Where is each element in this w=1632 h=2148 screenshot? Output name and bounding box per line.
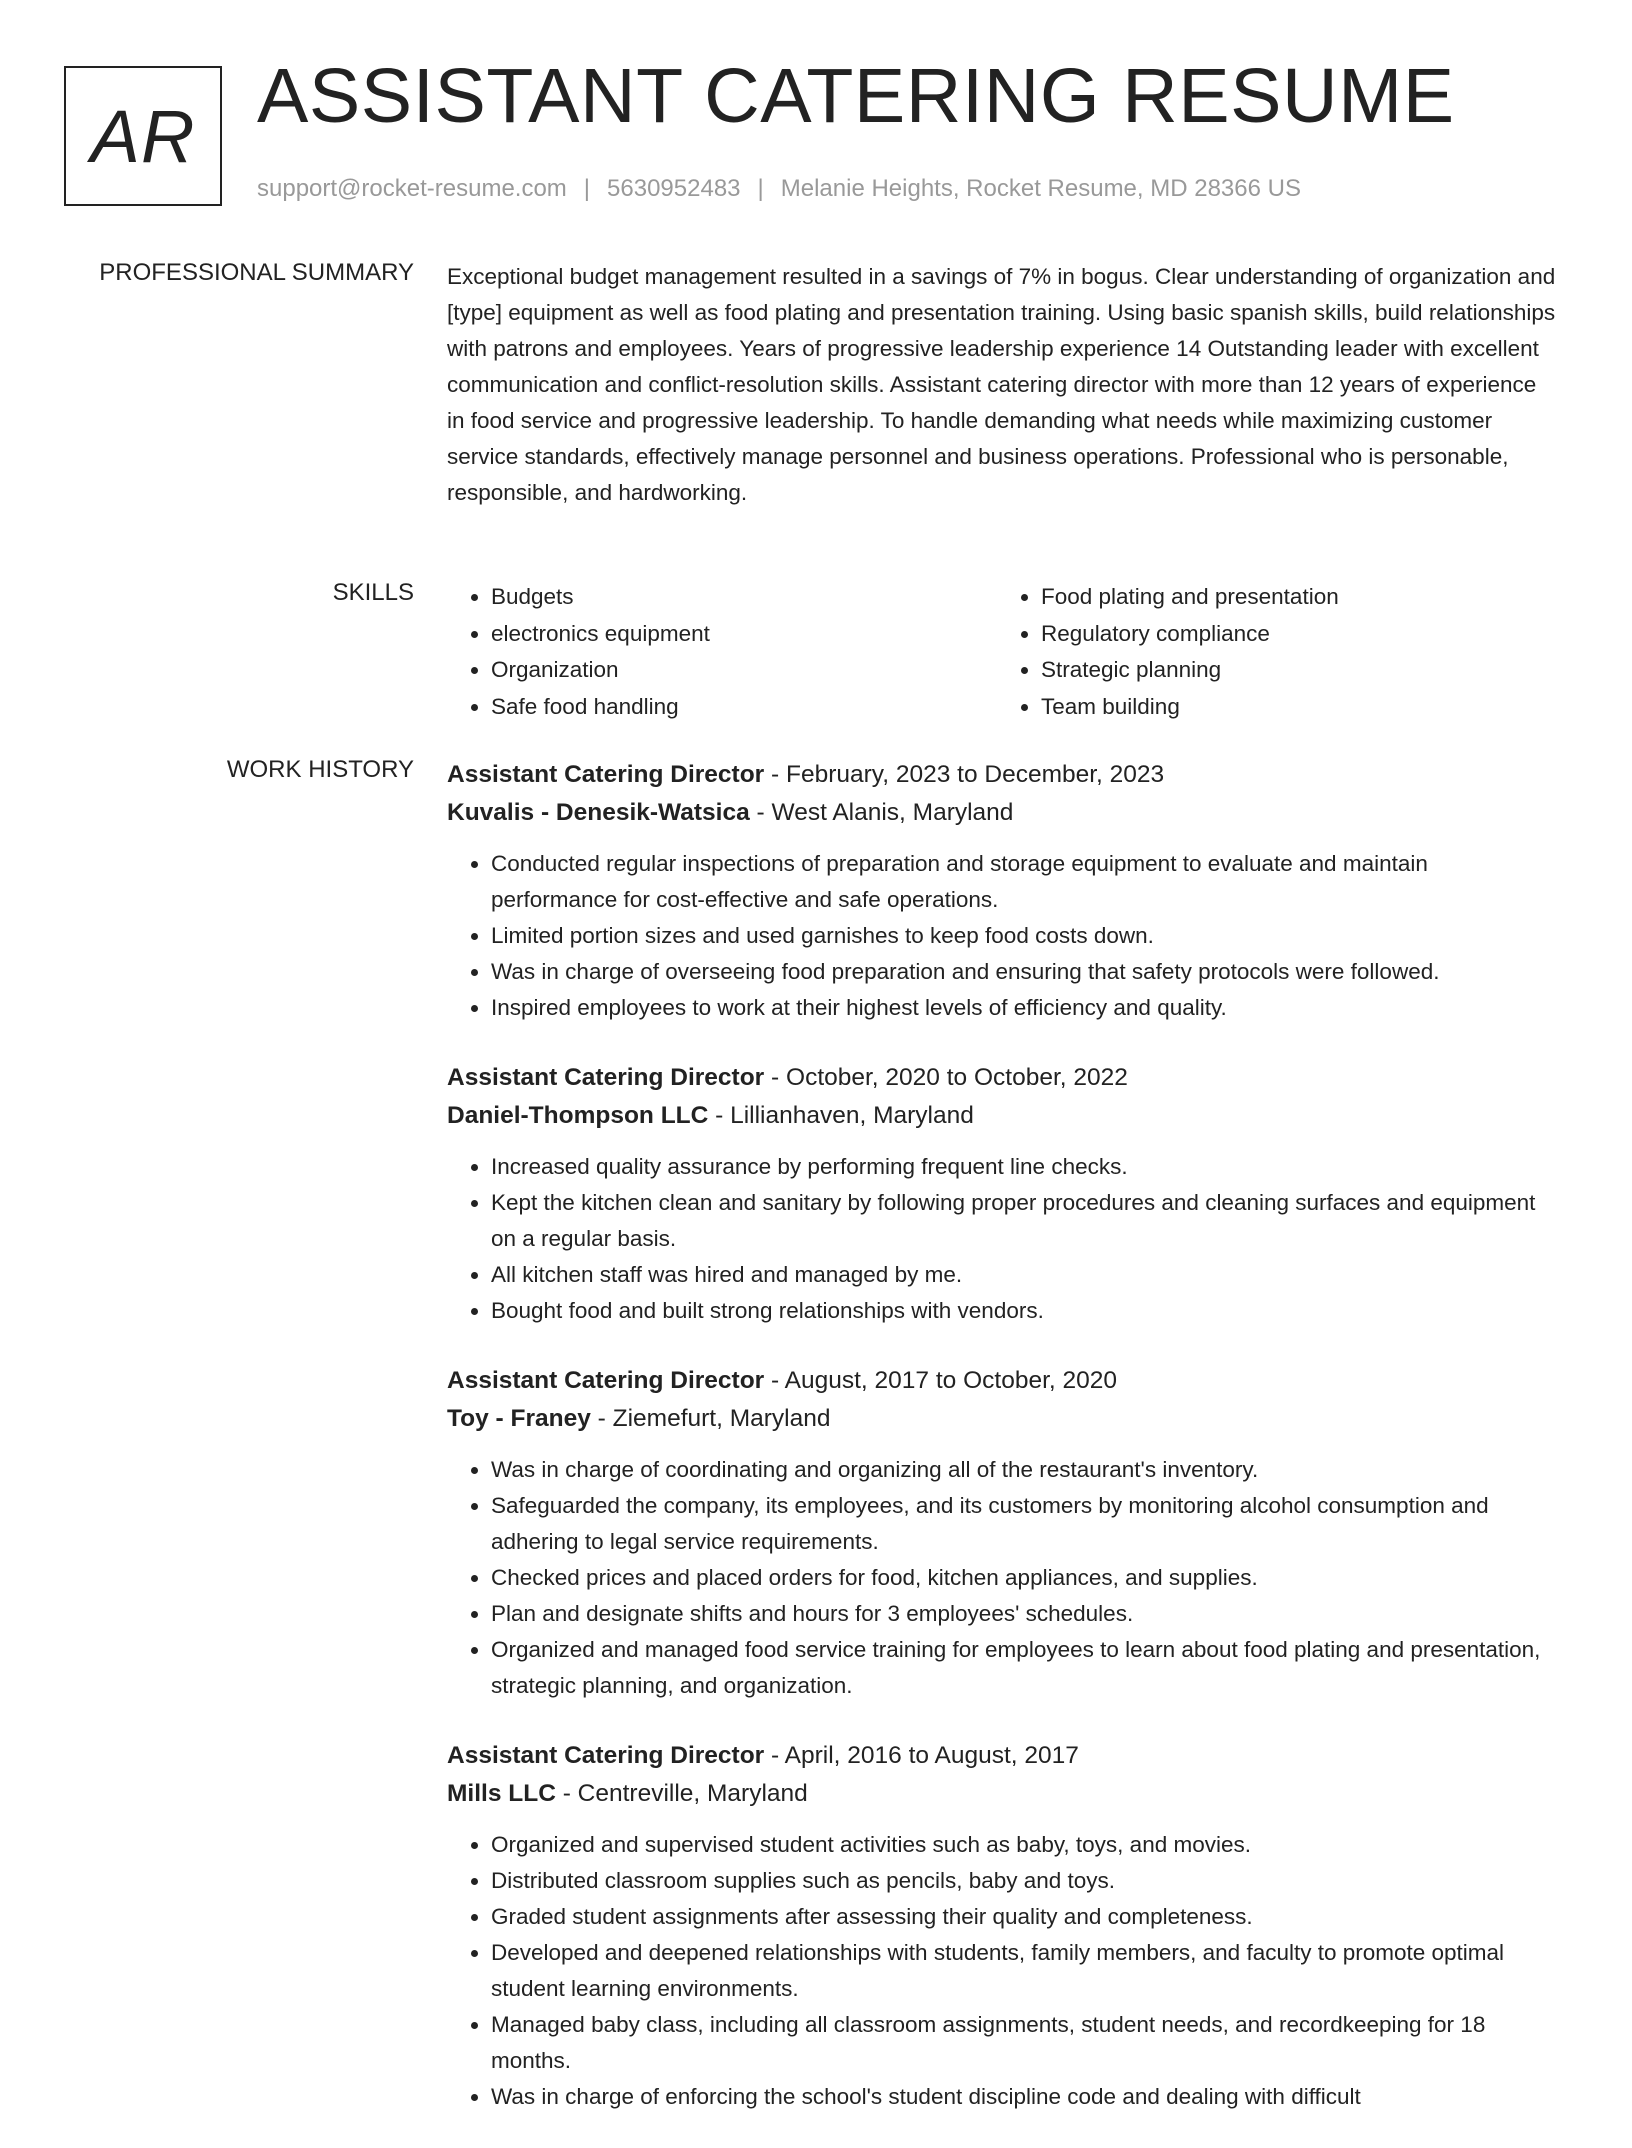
job-company-line (447, 1097, 1557, 1135)
job-company: Toy - Franey (447, 1405, 591, 1432)
skill-item: • electronics equipment (491, 616, 997, 653)
skill-item: • Food plating and presentation (1041, 579, 1547, 616)
job-bullet: • Limited portion sizes and used garnishes to keep food costs down. (491, 918, 1557, 954)
job-company-line (447, 1400, 1557, 1438)
job-bullet: • Plan and designate shifts and hours for 3 employees' schedules. (491, 1596, 1557, 1632)
job-bullet: • Was in charge of overseeing food preparation and ensuring that safety protocols were followed. (491, 954, 1557, 990)
skill-item: • Team building (1041, 689, 1547, 726)
contact-line (257, 175, 1301, 203)
job-bullet: • Developed and deepened relationships with students, family members, and faculty to promote optimal student learning environments. (491, 1935, 1557, 2007)
job-entry (447, 1737, 1557, 2115)
job-bullets (447, 846, 1557, 1026)
job-title-line (447, 756, 1557, 794)
job-bullet: • All kitchen staff was hired and managed by me. (491, 1257, 1557, 1293)
job-bullets (447, 1452, 1557, 1704)
job-dates: - February, 2023 to December, 2023 (764, 761, 1165, 788)
skills-grid (447, 579, 1557, 725)
job-bullet: • Bought food and built strong relationships with vendors. (491, 1293, 1557, 1329)
resume-title: ASSISTANT CATERING RESUME (257, 53, 1455, 139)
contact-phone: 5630952483 (607, 175, 741, 202)
job-company: Mills LLC (447, 1780, 556, 1807)
skill-item: • Organization (491, 652, 997, 689)
job-company-line (447, 794, 1557, 832)
job-title: Assistant Catering Director (447, 1742, 765, 1769)
job-bullet: • Safeguarded the company, its employees, and its customers by monitoring alcohol consumption and adhering to legal service requirements. (491, 1488, 1557, 1560)
job-bullet: • Was in charge of enforcing the school's student discipline code and dealing with difficult (491, 2079, 1557, 2115)
job-bullet: • Distributed classroom supplies such as pencils, baby and toys. (491, 1863, 1557, 1899)
job-bullets (447, 1827, 1557, 2115)
job-dates: - October, 2020 to October, 2022 (764, 1064, 1128, 1091)
job-location: - West Alanis, Maryland (749, 799, 1014, 826)
job-title-line (447, 1362, 1557, 1400)
job-bullet: • Managed baby class, including all classroom assignments, student needs, and recordkeeping for 18 months. (491, 2007, 1557, 2079)
skill-item: • Budgets (491, 579, 997, 616)
section-label-work-history: WORK HISTORY (226, 756, 414, 783)
job-entry (447, 1059, 1557, 1329)
job-location: - Ziemefurt, Maryland (590, 1405, 831, 1432)
job-dates: - April, 2016 to August, 2017 (764, 1742, 1079, 1769)
job-title: Assistant Catering Director (447, 761, 765, 788)
job-bullet: • Conducted regular inspections of preparation and storage equipment to evaluate and maintain performance for cost-effective and safe operations. (491, 846, 1557, 918)
contact-separator: | (583, 175, 591, 202)
skill-item: • Strategic planning (1041, 652, 1547, 689)
skill-item: • Safe food handling (491, 689, 997, 726)
job-bullet: • Organized and supervised student activities such as baby, toys, and movies. (491, 1827, 1557, 1863)
job-bullet: • Graded student assignments after assessing their quality and completeness. (491, 1899, 1557, 1935)
job-bullet: • Was in charge of coordinating and organizing all of the restaurant's inventory. (491, 1452, 1557, 1488)
job-company-line (447, 1775, 1557, 1813)
job-company: Daniel-Thompson LLC (447, 1102, 709, 1129)
contact-email: support@rocket-resume.com (257, 175, 567, 202)
job-bullet: • Organized and managed food service training for employees to learn about food plating and presentation, strategic planning, and organization. (491, 1632, 1557, 1704)
job-title-line (447, 1059, 1557, 1097)
job-bullet: • Increased quality assurance by performing frequent line checks. (491, 1149, 1557, 1185)
skill-item: • Regulatory compliance (1041, 616, 1547, 653)
contact-separator: | (757, 175, 764, 202)
job-entry (447, 1362, 1557, 1704)
job-title: Assistant Catering Director (447, 1367, 765, 1394)
job-title: Assistant Catering Director (447, 1064, 765, 1091)
monogram-initials: AR (64, 66, 222, 206)
job-company: Kuvalis - Denesik-Watsica (447, 799, 750, 826)
contact-address: Melanie Heights, Rocket Resume, MD 28366 US (780, 175, 1301, 202)
section-label-summary: PROFESSIONAL SUMMARY (99, 259, 414, 286)
job-location: - Lillianhaven, Maryland (708, 1102, 974, 1129)
job-bullet: • Checked prices and placed orders for food, kitchen appliances, and supplies. (491, 1560, 1557, 1596)
job-bullet: • Inspired employees to work at their highest levels of efficiency and quality. (491, 990, 1557, 1026)
job-dates: - August, 2017 to October, 2020 (764, 1367, 1118, 1394)
section-label-skills: SKILLS (332, 579, 414, 606)
skills-list-right (997, 579, 1547, 725)
job-bullets (447, 1149, 1557, 1329)
job-location: - Centreville, Maryland (555, 1780, 808, 1807)
job-bullet: • Kept the kitchen clean and sanitary by following proper procedures and cleaning surfaces and equipment on a regular basis. (491, 1185, 1557, 1257)
skills-list-left (447, 579, 997, 725)
job-title-line (447, 1737, 1557, 1775)
job-entry (447, 756, 1557, 1026)
summary-text: Exceptional budget management resulted in a savings of 7% in bogus. Clear understanding of organization and [type] equipment as well as food plating and presentation training. Using basic spanish skills, build relationships with patrons and employees. Years of progressive leadership experience 14 Outstanding leader with excellent communication and conflict-resolution skills. Assistant catering director with more than 12 years of experience in food service and progressive leadership. To handle demanding what needs while maximizing customer service standards, effectively manage personnel and business operations. Professional who is personable, responsible, and hardworking. (447, 264, 1556, 505)
